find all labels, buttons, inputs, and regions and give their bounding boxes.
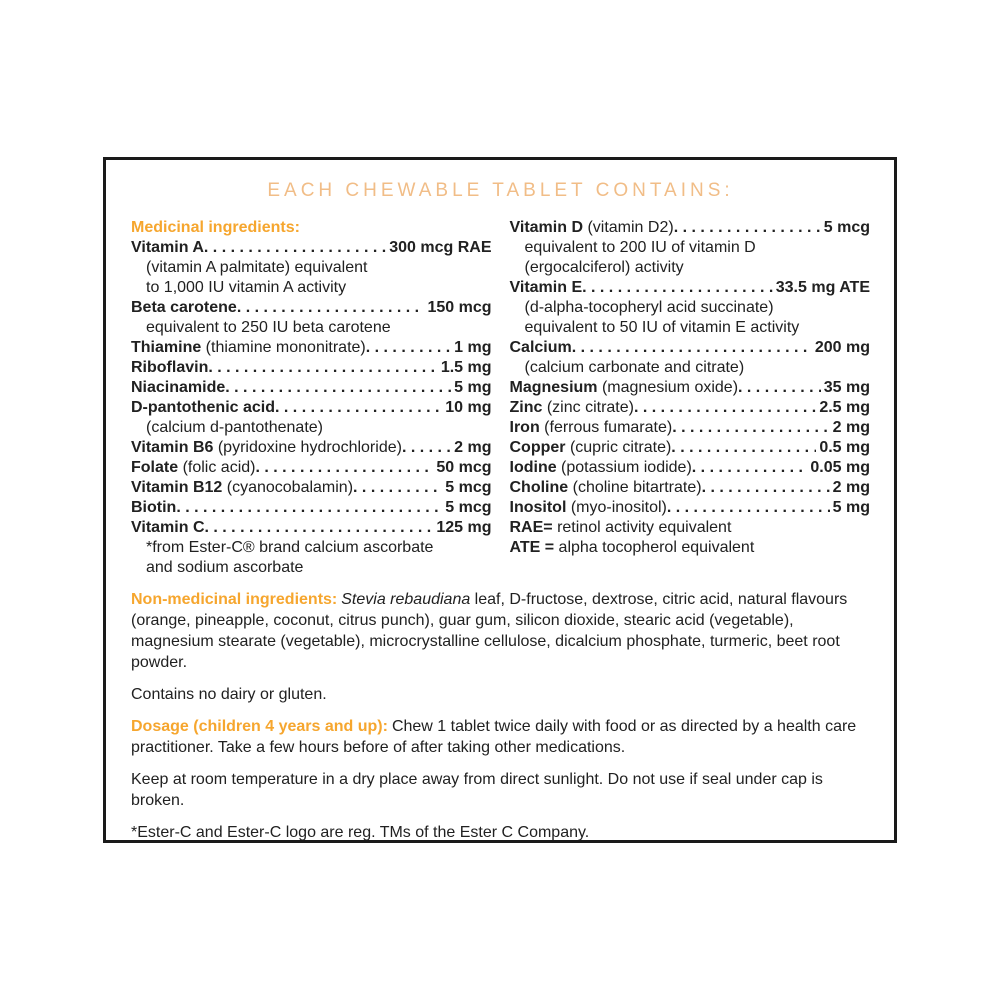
non-medicinal-text: leaf, D-fructose, dextrose, citric acid, natural flavours (orange, pineapple, coconut, citrus punch), guar gum, silicon dioxide, stearic acid (vegetable), magnesium stearate (vegetable), microcrystalline cellulose, dicalcium phosphate, turmeric, beet root powder. — [131, 591, 848, 671]
ingredient-name: D-pantothenic acid — [131, 399, 276, 416]
allergen-note: Contains no dairy or gluten. — [131, 686, 327, 703]
dosage-paragraph — [131, 716, 870, 758]
ingredient-value: 5 mg — [454, 379, 492, 396]
ingredient-detail: (pyridoxine hydrochloride) — [213, 439, 402, 456]
ingredient-value: 5 mcg — [445, 479, 492, 496]
dot-leader — [255, 458, 433, 478]
dot-leader — [692, 458, 808, 478]
ingredient-detail: (ferrous fumarate) — [539, 419, 673, 436]
medicinal-right-column — [510, 218, 871, 578]
ingredient-line — [131, 478, 492, 498]
ingredient-line — [131, 458, 492, 478]
dot-leader — [275, 398, 442, 418]
ingredient-subline: and sodium ascorbate — [146, 559, 304, 576]
ingredient-line — [510, 398, 871, 418]
non-medicinal-paragraph — [131, 589, 870, 673]
ingredient-value: 5 mg — [832, 499, 870, 516]
ingredient-name: Copper — [509, 439, 566, 456]
ingredient-name: Vitamin B6 — [131, 439, 214, 456]
ingredient-value: 150 mcg — [427, 299, 492, 316]
ingredient-subline: equivalent to 50 IU of vitamin E activity — [524, 319, 800, 336]
ingredient-name: Niacinamide — [131, 379, 226, 396]
ingredient-name: Iron — [509, 419, 540, 436]
ingredient-line — [131, 498, 492, 518]
ingredient-row — [131, 338, 492, 358]
ingredient-row — [131, 478, 492, 498]
ingredient-row — [510, 218, 871, 278]
dot-leader — [205, 518, 434, 538]
dot-leader — [204, 238, 386, 258]
ingredient-detail: (zinc citrate) — [542, 399, 634, 416]
medicinal-left-column — [131, 218, 492, 578]
ingredient-value: 125 mg — [436, 519, 492, 536]
ingredient-line — [131, 338, 492, 358]
ingredient-name: Vitamin D — [509, 219, 583, 236]
ingredient-name: Beta carotene — [131, 299, 237, 316]
ingredient-value: 5 mcg — [823, 219, 870, 236]
dot-leader — [672, 418, 829, 438]
ingredient-name: Calcium — [509, 339, 572, 356]
ingredient-detail: (cyanocobalamin) — [222, 479, 354, 496]
panel-title: EACH CHEWABLE TABLET CONTAINS: — [267, 180, 734, 201]
ingredient-value: 2 mg — [454, 439, 492, 456]
ingredient-name: Folate — [131, 459, 179, 476]
dot-leader — [671, 438, 816, 458]
dosage-heading: Dosage (children 4 years and up): — [131, 718, 388, 735]
ingredient-detail: (vitamin D2) — [583, 219, 674, 236]
dot-leader — [634, 398, 816, 418]
dot-leader — [366, 338, 451, 358]
ingredient-value: 35 mg — [823, 379, 870, 396]
ingredient-subline: (calcium d-pantothenate) — [146, 419, 323, 436]
ingredient-row — [510, 458, 871, 478]
ingredient-value: 33.5 mg ATE — [775, 279, 870, 296]
ingredient-line — [131, 378, 492, 398]
medicinal-heading: Medicinal ingredients: — [131, 219, 300, 236]
ingredient-detail: (thiamine mononitrate) — [201, 339, 366, 356]
ingredient-subline: equivalent to 250 IU beta carotene — [146, 319, 391, 336]
dosage-text: Chew 1 tablet twice daily with food or as directed by a health care practitioner. Take a few hours before of after taking other medications. — [131, 718, 857, 756]
ingredient-detail: (myo-inositol) — [566, 499, 667, 516]
ingredient-detail: (choline bitartrate) — [568, 479, 702, 496]
ingredient-value: 2 mg — [832, 479, 870, 496]
ingredient-subline: (d-alpha-tocopheryl acid succinate) — [524, 299, 774, 316]
medicinal-left-rows — [131, 238, 492, 578]
ingredient-subline: equivalent to 200 IU of vitamin D — [524, 239, 756, 256]
ingredient-line — [131, 238, 492, 258]
ingredient-detail: (folic acid) — [178, 459, 256, 476]
ingredient-line — [131, 298, 492, 318]
ingredient-row — [510, 498, 871, 518]
ingredient-line — [510, 338, 871, 358]
ingredient-row — [131, 378, 492, 398]
ingredient-line — [510, 438, 871, 458]
ingredient-row — [510, 398, 871, 418]
dot-leader — [667, 498, 830, 518]
ingredient-line — [510, 378, 871, 398]
ingredient-row — [131, 358, 492, 378]
ingredient-detail: (potassium iodide) — [556, 459, 692, 476]
ingredient-row — [510, 478, 871, 498]
ingredient-value: 50 mcg — [436, 459, 492, 476]
ingredient-subline: to 1,000 IU vitamin A activity — [146, 279, 347, 296]
ingredient-name: Choline — [509, 479, 569, 496]
ingredient-value: 1.5 mg — [440, 359, 492, 376]
ingredient-line — [131, 398, 492, 418]
ingredient-name: Magnesium — [509, 379, 598, 396]
abbreviation-prefix: RAE= — [509, 519, 553, 536]
ingredient-line — [510, 418, 871, 438]
dot-leader — [702, 478, 830, 498]
ingredient-value: 1 mg — [454, 339, 492, 356]
supplement-facts-panel — [103, 157, 897, 843]
ingredient-name: Vitamin C — [131, 519, 205, 536]
ingredient-name: Zinc — [509, 399, 543, 416]
dot-leader — [738, 378, 821, 398]
dot-leader — [353, 478, 442, 498]
ingredient-line — [131, 358, 492, 378]
ingredient-value: 200 mg — [814, 339, 870, 356]
ingredient-row — [131, 298, 492, 338]
ingredient-line — [510, 478, 871, 498]
ingredient-value: 2 mg — [832, 419, 870, 436]
dot-leader — [176, 498, 442, 518]
medicinal-right-rows — [510, 218, 871, 518]
ingredient-line — [510, 278, 871, 298]
ingredient-row — [131, 498, 492, 518]
dot-leader — [674, 218, 821, 238]
ingredient-name: Biotin — [131, 499, 177, 516]
ingredient-row — [510, 338, 871, 378]
ingredient-row — [510, 418, 871, 438]
abbreviation-prefix: ATE = — [509, 539, 555, 556]
ingredient-row — [131, 238, 492, 298]
ingredient-value: 0.05 mg — [810, 459, 870, 476]
ingredient-name: Inositol — [509, 499, 567, 516]
ingredient-name: Iodine — [509, 459, 557, 476]
ingredient-line — [131, 518, 492, 538]
species-name: Stevia rebaudiana — [341, 591, 471, 608]
non-medicinal-heading: Non-medicinal ingredients: — [131, 591, 338, 608]
ingredient-line — [131, 438, 492, 458]
ingredient-row — [510, 438, 871, 458]
abbreviation-note — [510, 518, 871, 538]
ingredient-value: 10 mg — [445, 399, 492, 416]
ingredient-name: Vitamin B12 — [131, 479, 223, 496]
dot-leader — [582, 278, 773, 298]
dot-leader — [225, 378, 451, 398]
ingredient-row — [510, 278, 871, 338]
dot-leader — [402, 438, 451, 458]
ingredient-name: Thiamine — [131, 339, 202, 356]
ingredient-row — [131, 458, 492, 478]
ingredient-subline: (vitamin A palmitate) equivalent — [146, 259, 368, 276]
ingredients-columns — [131, 218, 870, 578]
ingredient-row — [131, 398, 492, 438]
ingredient-row — [131, 518, 492, 578]
ingredient-value: 0.5 mg — [819, 439, 870, 456]
ingredient-subline: (ergocalciferol) activity — [524, 259, 684, 276]
ingredient-value: 300 mcg RAE — [389, 239, 492, 256]
ingredient-value: 2.5 mg — [819, 399, 870, 416]
ingredient-detail: (cupric citrate) — [565, 439, 672, 456]
trademark-note: *Ester-C and Ester-C logo are reg. TMs of the Ester C Company. — [131, 824, 590, 841]
ingredient-name: Vitamin E — [509, 279, 583, 296]
ingredient-line — [510, 218, 871, 238]
ingredient-detail: (magnesium oxide) — [597, 379, 739, 396]
ingredient-subline: (calcium carbonate and citrate) — [524, 359, 745, 376]
ingredient-name: Vitamin A — [131, 239, 204, 256]
ingredient-value: 5 mcg — [445, 499, 492, 516]
abbreviation-text: alpha tocopherol equivalent — [554, 539, 755, 556]
ingredient-row — [131, 438, 492, 458]
abbreviation-note — [510, 538, 871, 558]
ingredient-line — [510, 498, 871, 518]
dot-leader — [237, 298, 425, 318]
dot-leader — [208, 358, 437, 378]
abbreviation-text: retinol activity equivalent — [552, 519, 732, 536]
ingredient-line — [510, 458, 871, 478]
abbreviation-notes — [510, 518, 871, 558]
ingredient-row — [510, 378, 871, 398]
ingredient-name: Riboflavin — [131, 359, 209, 376]
dot-leader — [572, 338, 812, 358]
ingredient-subline: *from Ester-C® brand calcium ascorbate — [146, 539, 434, 556]
storage-note: Keep at room temperature in a dry place away from direct sunlight. Do not use if seal under cap is broken. — [131, 771, 823, 809]
